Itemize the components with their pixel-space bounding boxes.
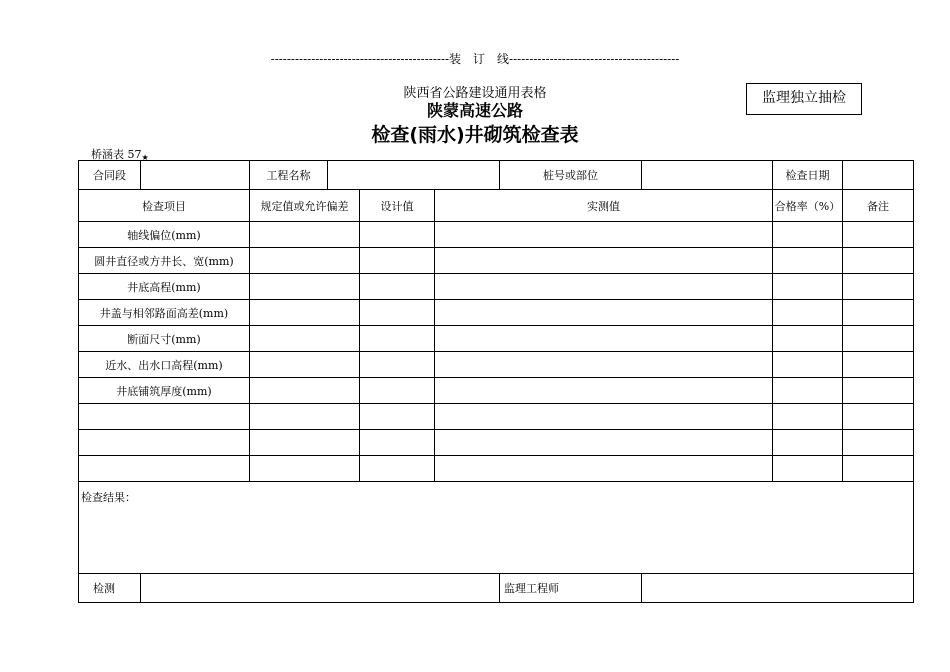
design-cell[interactable]: [360, 352, 435, 378]
measured-cell[interactable]: [435, 274, 773, 300]
binding-line: --------------------------------------------装 订 线------------------------------------------: [270, 52, 680, 66]
pass-rate-cell[interactable]: [773, 326, 843, 352]
tolerance-cell[interactable]: [250, 430, 360, 456]
design-cell[interactable]: [360, 430, 435, 456]
item-label[interactable]: [79, 404, 250, 430]
date-label: 检查日期: [773, 161, 843, 190]
item-label: 近水、出水口高程(mm): [79, 352, 250, 378]
project-title: 陕蒙高速公路: [426, 101, 523, 120]
measured-cell[interactable]: [435, 430, 773, 456]
tolerance-cell[interactable]: [250, 326, 360, 352]
item-label: 断面尺寸(mm): [79, 326, 250, 352]
measured-cell[interactable]: [435, 404, 773, 430]
measured-cell[interactable]: [435, 300, 773, 326]
measured-cell[interactable]: [435, 456, 773, 482]
table-row: [79, 274, 914, 300]
form-title: 检查(雨水)井砌筑检查表: [371, 124, 579, 146]
table-row: [79, 248, 914, 274]
contract-label: 合同段: [79, 161, 141, 190]
item-label: 圆井直径或方井长、宽(mm): [79, 248, 250, 274]
measured-cell[interactable]: [435, 326, 773, 352]
table-row: [79, 326, 914, 352]
measured-cell[interactable]: [435, 222, 773, 248]
item-label: 轴线偏位(mm): [79, 222, 250, 248]
info-row: [79, 161, 914, 190]
pass-rate-cell[interactable]: [773, 352, 843, 378]
col-remark: 备注: [843, 190, 914, 222]
pass-rate-cell[interactable]: [773, 430, 843, 456]
item-label[interactable]: [79, 456, 250, 482]
remark-cell[interactable]: [843, 274, 914, 300]
design-cell[interactable]: [360, 326, 435, 352]
measured-cell[interactable]: [435, 352, 773, 378]
col-pass-rate: 合格率（%）: [773, 190, 843, 222]
col-design: 设计值: [360, 190, 435, 222]
column-header-row: [79, 190, 914, 222]
col-item: 检查项目: [79, 190, 250, 222]
supervisor-label: 监理工程师: [500, 574, 642, 603]
remark-cell[interactable]: [843, 248, 914, 274]
design-cell[interactable]: [360, 300, 435, 326]
remark-cell[interactable]: [843, 430, 914, 456]
design-cell[interactable]: [360, 378, 435, 404]
remark-cell[interactable]: [843, 378, 914, 404]
tolerance-cell[interactable]: [250, 248, 360, 274]
station-field[interactable]: [642, 161, 773, 190]
pass-rate-cell[interactable]: [773, 456, 843, 482]
project-name-label: 工程名称: [250, 161, 328, 190]
measured-cell[interactable]: [435, 378, 773, 404]
contract-field[interactable]: [141, 161, 250, 190]
table-row: [79, 378, 914, 404]
item-label[interactable]: [79, 430, 250, 456]
result-row: [79, 482, 914, 574]
remark-cell[interactable]: [843, 300, 914, 326]
design-cell[interactable]: [360, 456, 435, 482]
project-name-field[interactable]: [328, 161, 500, 190]
col-tolerance: 规定值或允许偏差: [250, 190, 360, 222]
tolerance-cell[interactable]: [250, 404, 360, 430]
pass-rate-cell[interactable]: [773, 378, 843, 404]
table-row: [79, 456, 914, 482]
inspector-field[interactable]: [141, 574, 500, 603]
tolerance-cell[interactable]: [250, 352, 360, 378]
remark-cell[interactable]: [843, 222, 914, 248]
tolerance-cell[interactable]: [250, 274, 360, 300]
tolerance-cell[interactable]: [250, 300, 360, 326]
table-row: [79, 430, 914, 456]
pass-rate-cell[interactable]: [773, 274, 843, 300]
table-row: [79, 352, 914, 378]
pass-rate-cell[interactable]: [773, 222, 843, 248]
item-label: 井盖与相邻路面高差(mm): [79, 300, 250, 326]
form-subtitle: 陕西省公路建设通用表格: [403, 86, 547, 101]
pass-rate-cell[interactable]: [773, 404, 843, 430]
table-row: [79, 404, 914, 430]
item-label: 井底高程(mm): [79, 274, 250, 300]
form-number-text: 桥涵表 57: [91, 148, 142, 161]
supervisor-field[interactable]: [642, 574, 914, 603]
remark-cell[interactable]: [843, 456, 914, 482]
table-row: [79, 300, 914, 326]
design-cell[interactable]: [360, 222, 435, 248]
tolerance-cell[interactable]: [250, 378, 360, 404]
remark-cell[interactable]: [843, 352, 914, 378]
remark-cell[interactable]: [843, 326, 914, 352]
signature-row: [79, 574, 914, 603]
col-measured: 实测值: [435, 190, 773, 222]
measured-cell[interactable]: [435, 248, 773, 274]
design-cell[interactable]: [360, 248, 435, 274]
pass-rate-cell[interactable]: [773, 248, 843, 274]
remark-cell[interactable]: [843, 404, 914, 430]
inspection-table: [78, 160, 914, 603]
result-label: 检查结果：: [81, 491, 136, 504]
tolerance-cell[interactable]: [250, 456, 360, 482]
design-cell[interactable]: [360, 274, 435, 300]
design-cell[interactable]: [360, 404, 435, 430]
date-field[interactable]: [843, 161, 914, 190]
inspector-label: 检测: [79, 574, 141, 603]
star-mark: ★: [141, 153, 149, 162]
tolerance-cell[interactable]: [250, 222, 360, 248]
result-cell[interactable]: [79, 482, 914, 574]
station-label: 桩号或部位: [500, 161, 642, 190]
item-label: 井底铺筑厚度(mm): [79, 378, 250, 404]
table-row: [79, 222, 914, 248]
pass-rate-cell[interactable]: [773, 300, 843, 326]
supervision-stamp: 监理独立抽检: [746, 83, 862, 115]
